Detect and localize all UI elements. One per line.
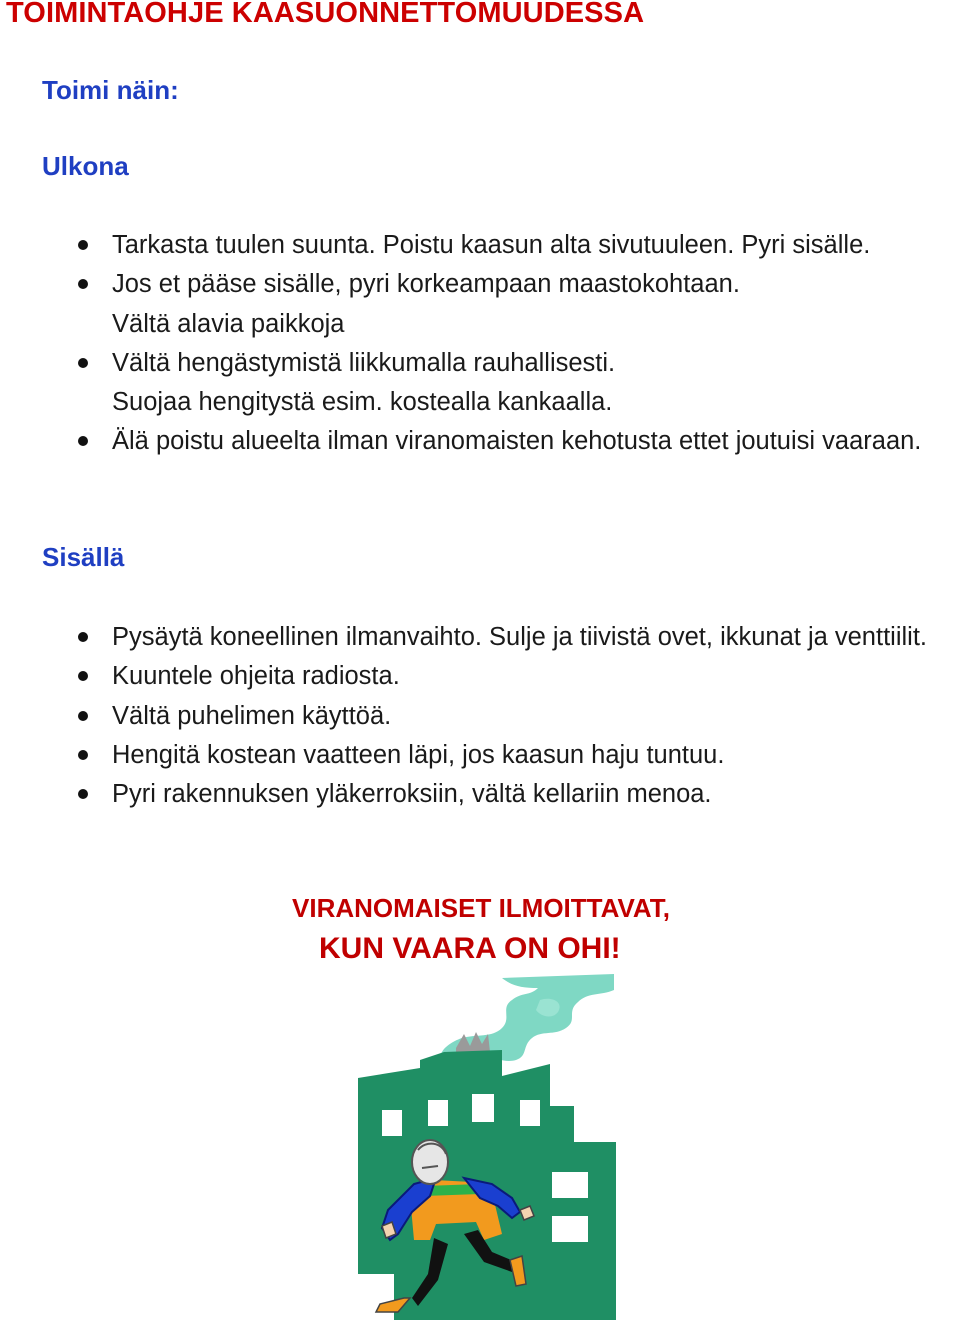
bullet-icon: [78, 711, 88, 721]
outdoors-list: [0, 226, 942, 462]
bullet-icon: [78, 789, 88, 799]
list-item-text: Vältä alavia paikkoja: [112, 309, 345, 338]
list-item-text: Pyri rakennuksen yläkerroksiin, vältä kellariin menoa.: [112, 780, 712, 809]
intro-heading: Toimi näin:: [42, 75, 179, 105]
list-item-text: Hengitä kostean vaatteen läpi, jos kaasun haju tuntuu.: [112, 740, 725, 769]
bullet-icon: [78, 436, 88, 446]
outdoors-heading: Ulkona: [42, 151, 129, 181]
gas-escape-illustration: [352, 972, 620, 1320]
bullet-icon: [78, 240, 88, 250]
list-item-text: Vältä hengästymistä liikkumalla rauhallisesti.: [112, 348, 616, 377]
list-item-text: Kuuntele ohjeita radiosta.: [112, 662, 400, 691]
list-item-text: Suojaa hengitystä esim. kostealla kankaalla.: [112, 388, 613, 417]
list-item: [0, 657, 942, 696]
document-title: TOIMINTAOHJE KAASUONNETTOMUUDESSA: [6, 0, 645, 29]
indoors-list: [0, 618, 942, 814]
list-item: [0, 775, 942, 814]
bullet-icon: [78, 632, 88, 642]
list-item: [0, 618, 942, 657]
notice-line-1: VIRANOMAISET ILMOITTAVAT,: [292, 893, 670, 923]
list-item-text: Älä poistu alueelta ilman viranomaisten kehotusta ettet joutuisi vaaraan.: [112, 427, 922, 456]
bullet-icon: [78, 750, 88, 760]
list-item: [0, 422, 942, 461]
list-item: [0, 383, 942, 422]
list-item-text: Jos et pääse sisälle, pyri korkeampaan maastokohtaan.: [112, 270, 740, 299]
list-item-text: Vältä puhelimen käyttöä.: [112, 701, 392, 730]
bullet-icon: [78, 358, 88, 368]
list-item: [0, 736, 942, 775]
list-item: [0, 305, 942, 344]
list-item: [0, 697, 942, 736]
list-item-text: Pysäytä koneellinen ilmanvaihto. Sulje ja tiivistä ovet, ikkunat ja venttiilit.: [112, 623, 927, 651]
notice-line-2: KUN VAARA ON OHI!: [319, 932, 621, 965]
list-item-text: Tarkasta tuulen suunta. Poistu kaasun alta sivutuuleen. Pyri sisälle.: [112, 231, 871, 259]
bullet-icon: [78, 671, 88, 681]
list-item: [0, 265, 942, 304]
list-item: [0, 226, 942, 265]
smoke-icon: [456, 1032, 490, 1052]
bullet-icon: [78, 279, 88, 289]
list-item: [0, 344, 942, 383]
indoors-heading: Sisällä: [42, 542, 125, 572]
